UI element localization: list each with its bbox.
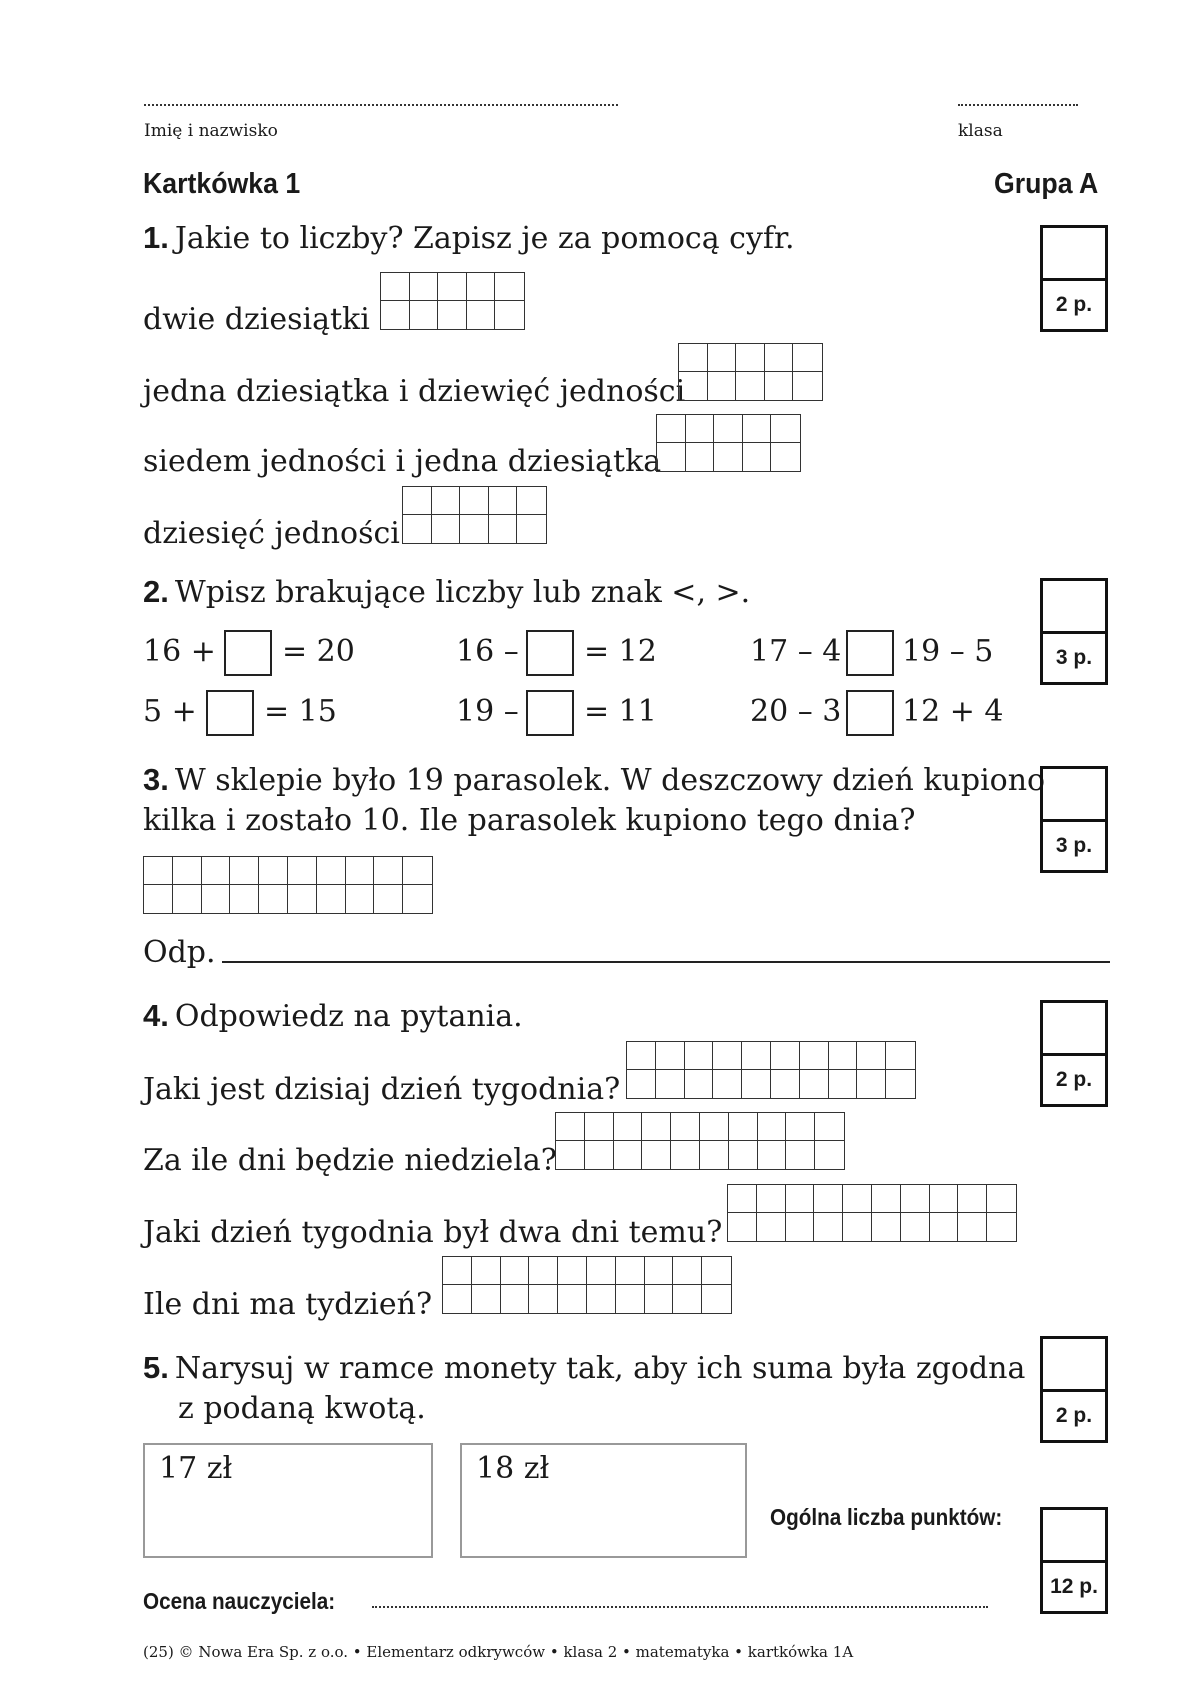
page-title: Kartkówka 1 xyxy=(143,168,301,200)
task4-text: Odpowiedz na pytania. xyxy=(174,999,523,1034)
eq-right: 19 – 5 xyxy=(902,634,994,669)
task2-score-box[interactable] xyxy=(1040,578,1108,685)
eq-right: = 12 xyxy=(584,634,657,669)
eq-left: 19 – xyxy=(456,694,519,729)
eq-right: = 15 xyxy=(264,694,337,729)
total-score-box[interactable] xyxy=(1040,1507,1108,1614)
eq-left: 5 + xyxy=(143,694,197,729)
task5-line2: z podaną kwotą. xyxy=(178,1391,426,1426)
task4-number: 4. xyxy=(143,998,169,1033)
answer-label: Odp. xyxy=(143,935,216,970)
task1-item-4: dziesięć jedności xyxy=(143,516,400,551)
task1-text: Jakie to liczby? Zapisz je za pomocą cyfr. xyxy=(174,221,795,256)
task4-question-2: Za ile dni będzie niedziela? xyxy=(143,1143,557,1178)
task1-item-2: jedna dziesiątka i dziewięć jedności xyxy=(143,374,686,409)
task3-points: 3 p. xyxy=(1055,834,1093,857)
task1-item-3: siedem jedności i jedna dziesiątka xyxy=(143,444,662,479)
task4-instruction xyxy=(143,998,523,1034)
missing-number-box[interactable] xyxy=(526,630,574,676)
task3-line2: kilka i zostało 10. Ile parasolek kupiono tego dnia? xyxy=(143,803,916,838)
answer-grid[interactable] xyxy=(727,1184,1017,1242)
task1-item-1: dwie dziesiątki xyxy=(143,302,370,337)
task4-question-1: Jaki jest dzisiaj dzień tygodnia? xyxy=(143,1072,621,1107)
eq-right: = 20 xyxy=(282,634,355,669)
total-points: 12 p. xyxy=(1050,1575,1098,1598)
teacher-grade-line[interactable] xyxy=(372,1606,988,1608)
total-points-label: Ogólna liczba punktów: xyxy=(770,1504,1003,1530)
missing-number-box[interactable] xyxy=(206,690,254,736)
name-label: Imię i nazwisko xyxy=(144,121,278,141)
answer-grid[interactable] xyxy=(402,486,547,544)
task1-points: 2 p. xyxy=(1055,293,1093,316)
comparison-sign-box[interactable] xyxy=(846,630,894,676)
task5-number: 5. xyxy=(143,1350,169,1385)
eq-right: 12 + 4 xyxy=(902,694,1004,729)
coin-drawing-frame[interactable] xyxy=(460,1443,747,1558)
answer-grid[interactable] xyxy=(442,1256,732,1314)
task1-score-box[interactable] xyxy=(1040,225,1108,332)
class-line[interactable] xyxy=(958,104,1078,106)
name-line[interactable] xyxy=(144,104,618,106)
missing-number-box[interactable] xyxy=(224,630,272,676)
task1-instruction xyxy=(143,220,795,256)
coin-drawing-frame[interactable] xyxy=(143,1443,433,1558)
answer-grid[interactable] xyxy=(555,1112,845,1170)
calculation-grid[interactable] xyxy=(143,856,433,914)
eq-right: = 11 xyxy=(584,694,657,729)
task3-score-box[interactable] xyxy=(1040,766,1108,873)
answer-grid[interactable] xyxy=(626,1041,916,1099)
group-label: Grupa A xyxy=(994,168,1099,200)
answer-line[interactable] xyxy=(222,961,1110,963)
amount-label: 18 zł xyxy=(476,1451,550,1486)
answer-grid[interactable] xyxy=(656,414,801,472)
task1-number: 1. xyxy=(143,220,169,255)
answer-grid[interactable] xyxy=(380,272,525,330)
eq-left: 17 – 4 xyxy=(750,634,842,669)
eq-left: 20 – 3 xyxy=(750,694,842,729)
comparison-sign-box[interactable] xyxy=(846,690,894,736)
task2-points: 3 p. xyxy=(1055,646,1093,669)
task3-number: 3. xyxy=(143,762,169,797)
task5-instruction xyxy=(143,1350,1025,1386)
answer-grid[interactable] xyxy=(678,343,823,401)
task2-instruction xyxy=(143,574,750,610)
task4-points: 2 p. xyxy=(1055,1068,1093,1091)
class-label: klasa xyxy=(958,121,1003,141)
task4-score-box[interactable] xyxy=(1040,1000,1108,1107)
task5-line1: Narysuj w ramce monety tak, aby ich suma była zgodna xyxy=(174,1351,1026,1386)
task4-question-3: Jaki dzień tygodnia był dwa dni temu? xyxy=(143,1215,723,1250)
task2-text: Wpisz brakujące liczby lub znak <, >. xyxy=(174,575,751,610)
eq-left: 16 – xyxy=(456,634,519,669)
task5-score-box[interactable] xyxy=(1040,1336,1108,1443)
task3-instruction xyxy=(143,762,1045,798)
eq-left: 16 + xyxy=(143,634,216,669)
task4-question-4: Ile dni ma tydzień? xyxy=(143,1287,433,1322)
missing-number-box[interactable] xyxy=(526,690,574,736)
footer-text: (25) © Nowa Era Sp. z o.o. • Elementarz odkrywców • klasa 2 • matematyka • kartkówka 1A xyxy=(143,1643,854,1661)
amount-label: 17 zł xyxy=(159,1451,233,1486)
task5-points: 2 p. xyxy=(1055,1404,1093,1427)
task2-number: 2. xyxy=(143,574,169,609)
teacher-grade-label: Ocena nauczyciela: xyxy=(143,1588,336,1614)
task3-line1: W sklepie było 19 parasolek. W deszczowy dzień kupiono xyxy=(174,763,1046,798)
